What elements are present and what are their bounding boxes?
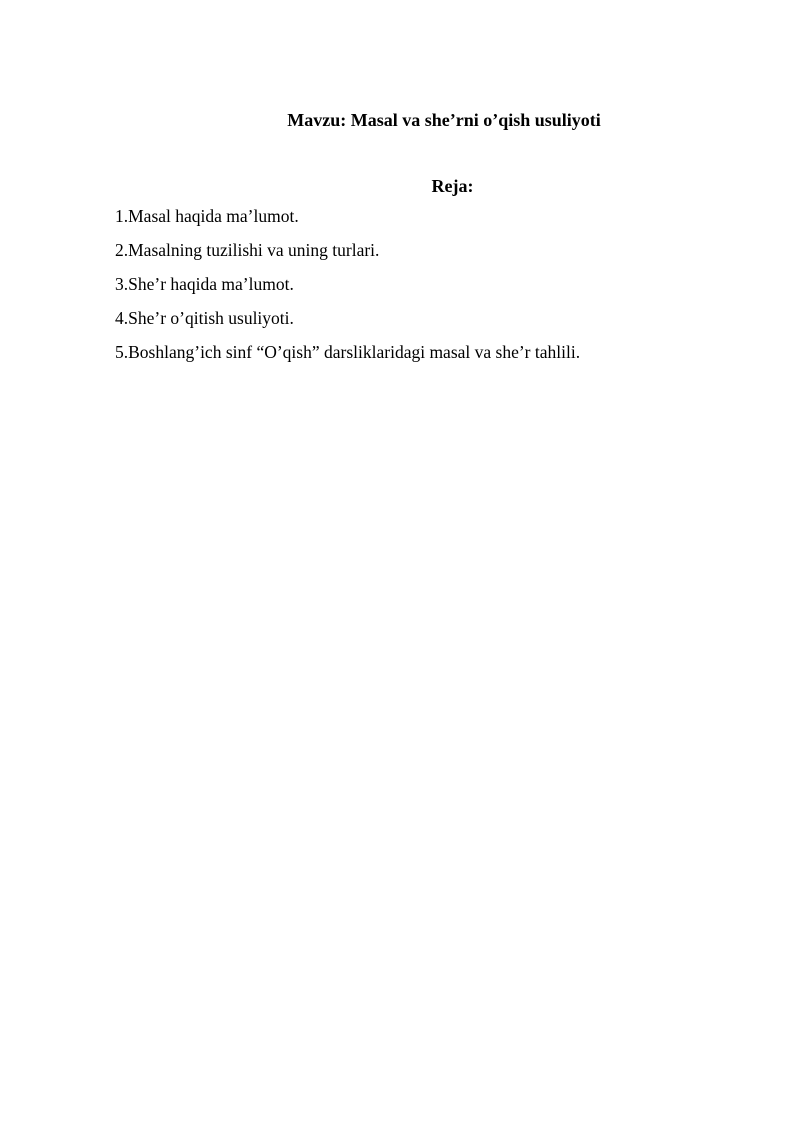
plan-item-2: 2.Masalning tuzilishi va uning turlari. — [115, 240, 380, 260]
plan-item-4: 4.She’r o’qitish usuliyoti. — [115, 308, 294, 328]
plan-item-5: 5.Boshlang’ich sinf “O’qish” darsliklaridagi masal va she’r tahlili. — [115, 342, 581, 362]
plan-heading: Reja: — [431, 176, 474, 196]
plan-item-3: 3.She’r haqida ma’lumot. — [115, 274, 294, 294]
plan-item-1: 1.Masal haqida ma’lumot. — [115, 206, 299, 226]
document-title: Mavzu: Masal va she’rni o’qish usuliyoti — [287, 110, 601, 130]
plan-list — [115, 204, 580, 374]
